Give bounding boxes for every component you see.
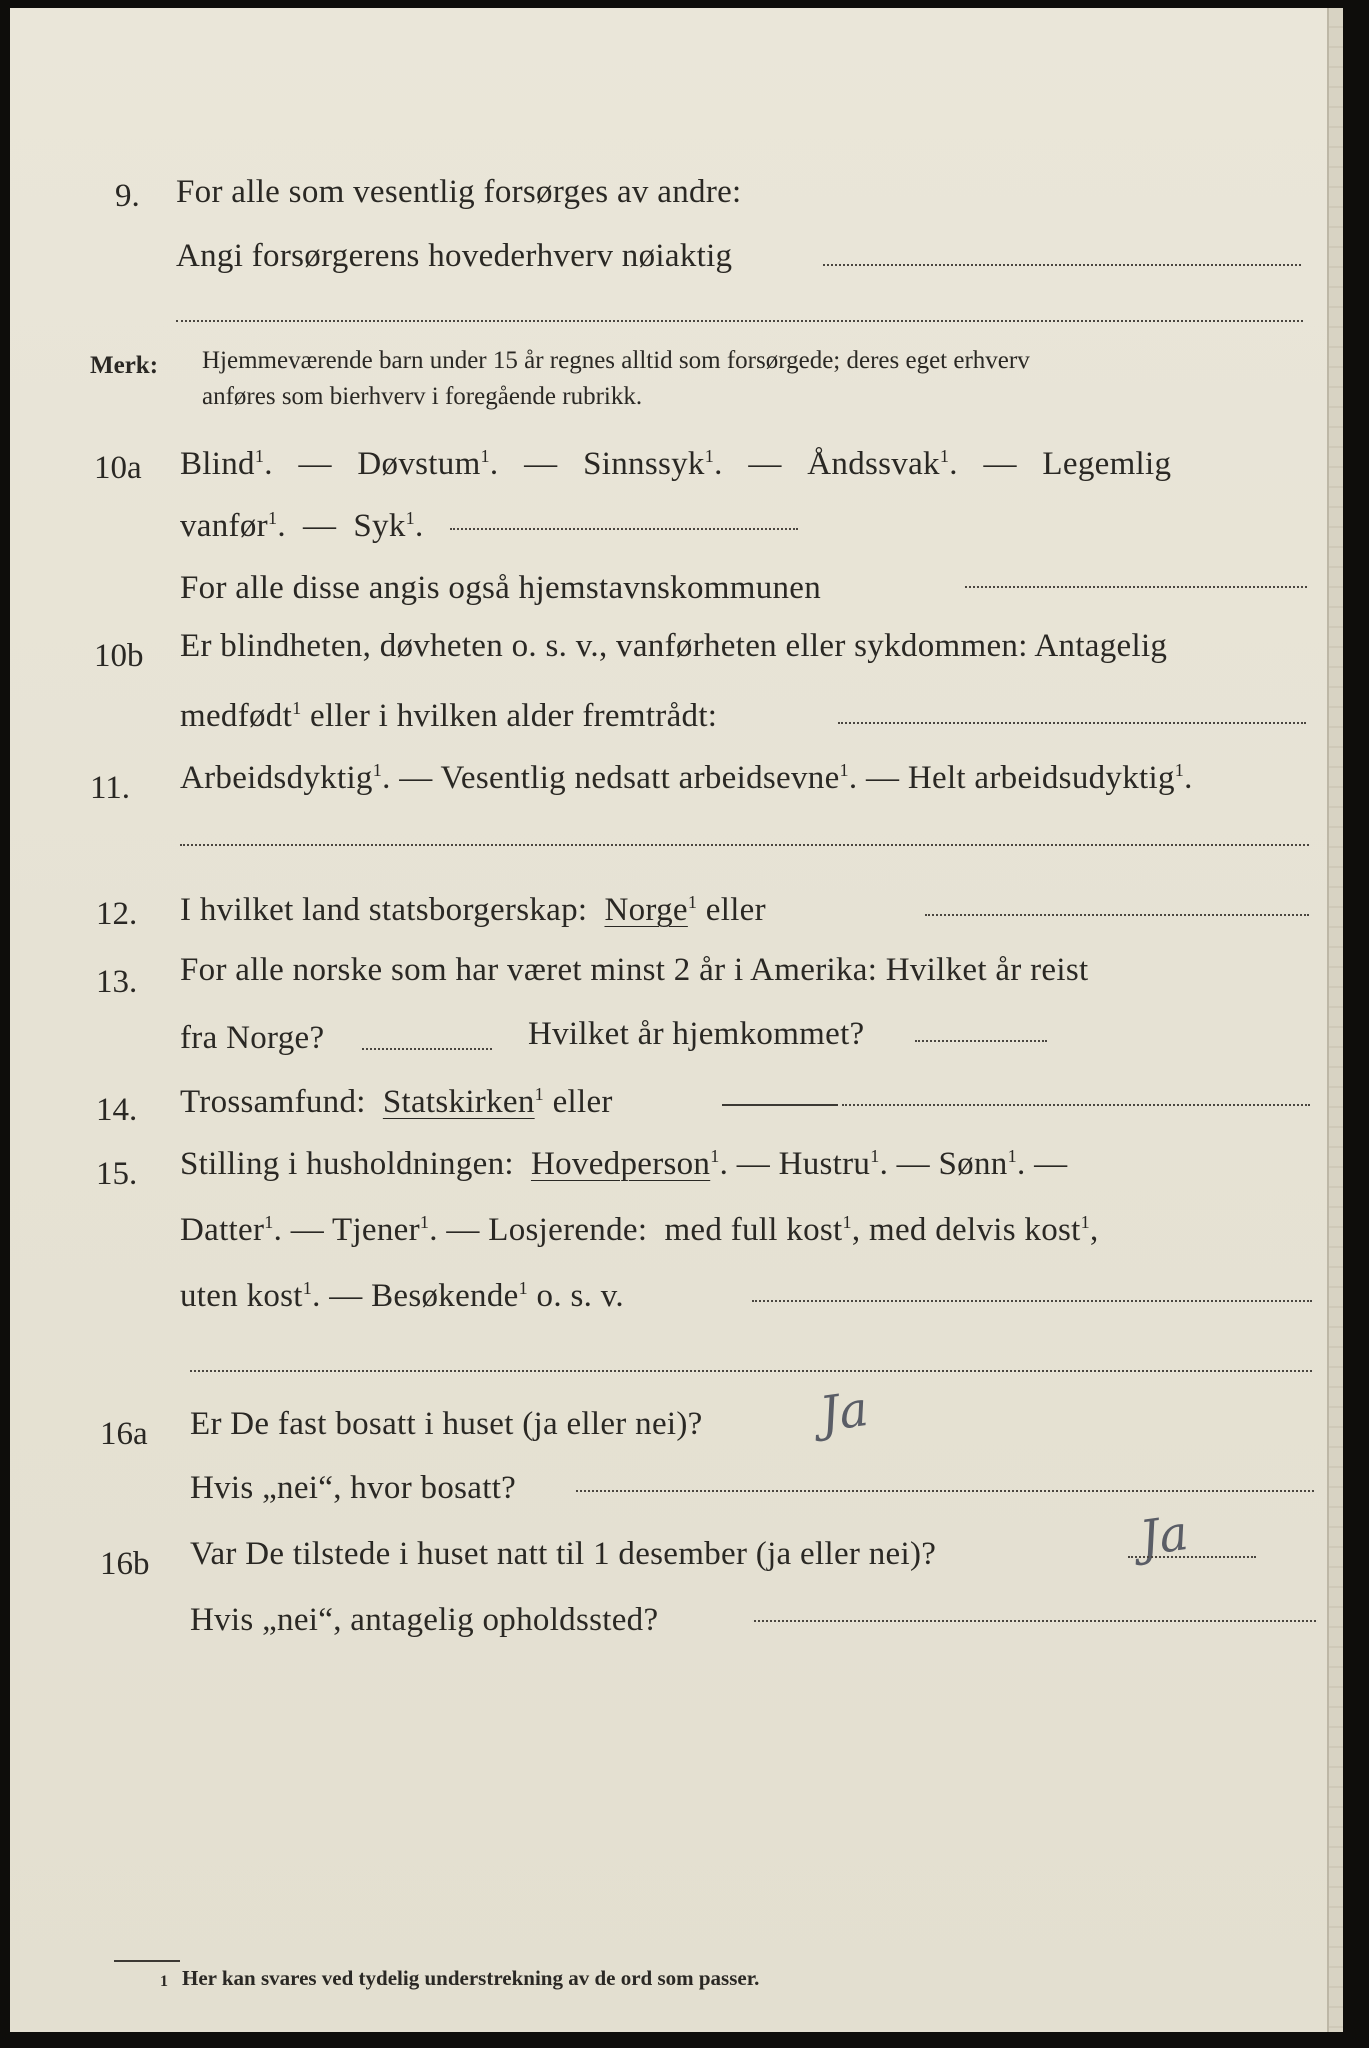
q14-answer-dash [722, 1104, 838, 1106]
q11-number: 11. [90, 770, 131, 806]
q14-answer-line[interactable] [842, 1104, 1310, 1106]
option-full-kost[interactable]: med full kost [664, 1212, 843, 1248]
q15-line3: uten kost$^1$. — Besøkende$^1$ o. s. v. [180, 1278, 624, 1314]
option-legemlig[interactable]: Legemlig [1042, 446, 1172, 482]
option-norge[interactable]: Norge [604, 892, 688, 928]
option-andssvak[interactable]: Åndssvak [807, 446, 940, 482]
footnote-rule [114, 1960, 180, 1962]
option-sinnssyk[interactable]: Sinnssyk [583, 446, 705, 482]
option-besokende[interactable]: Besøkende [371, 1278, 519, 1314]
footnote-mark: 1 [160, 1973, 168, 1990]
q16b-number: 16b [100, 1546, 150, 1582]
q9-line1: For alle som vesentlig forsørges av andre: [176, 174, 742, 210]
q16a-line1: Er De fast bosatt i huset (ja eller nei)? [190, 1406, 703, 1442]
q10b-line1: Er blindheten, døvheten o. s. v., vanførheten eller sykdommen: Antagelig [180, 628, 1168, 664]
q13-hjem: Hvilket år hjemkommet? [528, 1016, 865, 1052]
q10a-number: 10a [94, 450, 142, 486]
option-uten-kost[interactable]: uten kost [180, 1278, 303, 1314]
option-statskirken[interactable]: Statskirken [382, 1084, 535, 1120]
q11-line1: Arbeidsdyktig$^1$. — Vesentlig nedsatt arbeidsevne$^1$. — Helt arbeidsudyktig$^1$. [180, 760, 1193, 796]
merk-line2: anføres som bierhverv i foregående rubrikk. [202, 383, 643, 410]
option-syk[interactable]: Syk [353, 508, 406, 544]
census-form-page [10, 8, 1343, 2032]
q16b-handwritten-answer: Ja [1136, 1504, 1192, 1568]
q16b-answer-line[interactable] [1128, 1556, 1256, 1558]
q11-answer-line[interactable] [180, 844, 1309, 846]
option-delvis-kost[interactable]: med delvis kost [868, 1212, 1081, 1248]
q10b-answer-line[interactable] [838, 722, 1306, 724]
q16b-line2: Hvis „nei“, antagelig opholdssted? [190, 1602, 659, 1638]
q16a-number: 16a [100, 1416, 148, 1452]
perforated-edge [1327, 8, 1343, 2032]
option-dovstum[interactable]: Døvstum [357, 446, 481, 482]
option-hovedperson[interactable]: Hovedperson [530, 1146, 711, 1182]
q16a-line2: Hvis „nei“, hvor bosatt? [190, 1470, 517, 1506]
q9-line2: Angi forsørgerens hovederhverv nøiaktig [176, 238, 733, 274]
q15-line1: Stilling i husholdningen: Hovedperson$^1$. — Hustru$^1$. — Sønn$^1$. — [180, 1146, 1068, 1182]
q16a-answer-line[interactable] [576, 1490, 1314, 1492]
q10a-answer-line[interactable] [450, 528, 798, 530]
q16b-answer-line-2[interactable] [754, 1620, 1316, 1622]
merk-label: Merk: [90, 352, 159, 379]
option-arbeidsdyktig[interactable]: Arbeidsdyktig [180, 760, 373, 796]
q13-reist-line[interactable] [362, 1048, 492, 1050]
q14-line: Trossamfund: Statskirken$^1$ eller [180, 1084, 613, 1120]
q10b-line2: medfødt$^1$ eller i hvilken alder fremtrådt: [180, 698, 718, 734]
q12-answer-line[interactable] [925, 914, 1309, 916]
q9-answer-line[interactable] [823, 264, 1301, 266]
q16a-handwritten-answer: Ja [816, 1380, 872, 1444]
option-hustru[interactable]: Hustru [778, 1146, 871, 1182]
q13-hjem-line[interactable] [915, 1040, 1047, 1042]
footnote-text: Her kan svares ved tydelig understrekning av de ord som passer. [182, 1966, 760, 1990]
q13-line1: For alle norske som har været minst 2 år i Amerika: Hvilket år reist [180, 952, 1089, 988]
option-blind[interactable]: Blind [180, 446, 255, 482]
q15-number: 15. [96, 1156, 138, 1192]
q10a-line2: vanfør$^1$. — Syk$^1$. [180, 508, 424, 544]
q13-number: 13. [96, 964, 138, 1000]
q9-answer-line-2[interactable] [176, 320, 1303, 322]
option-vanfor[interactable]: vanfør [180, 508, 268, 544]
option-tjener[interactable]: Tjener [332, 1212, 420, 1248]
option-medfodt[interactable]: medfødt [180, 698, 293, 734]
q15-answer-line-2[interactable] [190, 1370, 1312, 1372]
q9-number: 9. [115, 178, 140, 214]
q16b-line1: Var De tilstede i huset natt til 1 desember (ja eller nei)? [190, 1536, 937, 1572]
q10a-line1: Blind$^1$. — Døvstum$^1$. — Sinnssyk$^1$. — Åndssvak$^1$. — Legemlig [180, 446, 1172, 482]
q10a-hjemstavn-line[interactable] [965, 586, 1307, 588]
option-sonn[interactable]: Sønn [938, 1146, 1008, 1182]
q12-line: I hvilket land statsborgerskap: Norge$^1$ eller [180, 892, 766, 928]
option-datter[interactable]: Datter [180, 1212, 265, 1248]
option-udyktig[interactable]: Helt arbeidsudyktig [907, 760, 1175, 796]
q10b-number: 10b [94, 638, 144, 674]
q15-line2: Datter$^1$. — Tjener$^1$. — Losjerende: med full kost$^1$, med delvis kost$^1$, [180, 1212, 1099, 1248]
q14-number: 14. [96, 1092, 138, 1128]
q15-answer-line[interactable] [752, 1300, 1312, 1302]
option-nedsatt[interactable]: Vesentlig nedsatt arbeidsevne [440, 760, 840, 796]
q12-number: 12. [96, 896, 138, 932]
merk-line1: Hjemmeværende barn under 15 år regnes alltid som forsørgede; deres eget erhverv [202, 347, 1030, 374]
q10a-line3: For alle disse angis også hjemstavnskommunen [180, 570, 822, 606]
q13-reist: fra Norge? [180, 1020, 325, 1056]
